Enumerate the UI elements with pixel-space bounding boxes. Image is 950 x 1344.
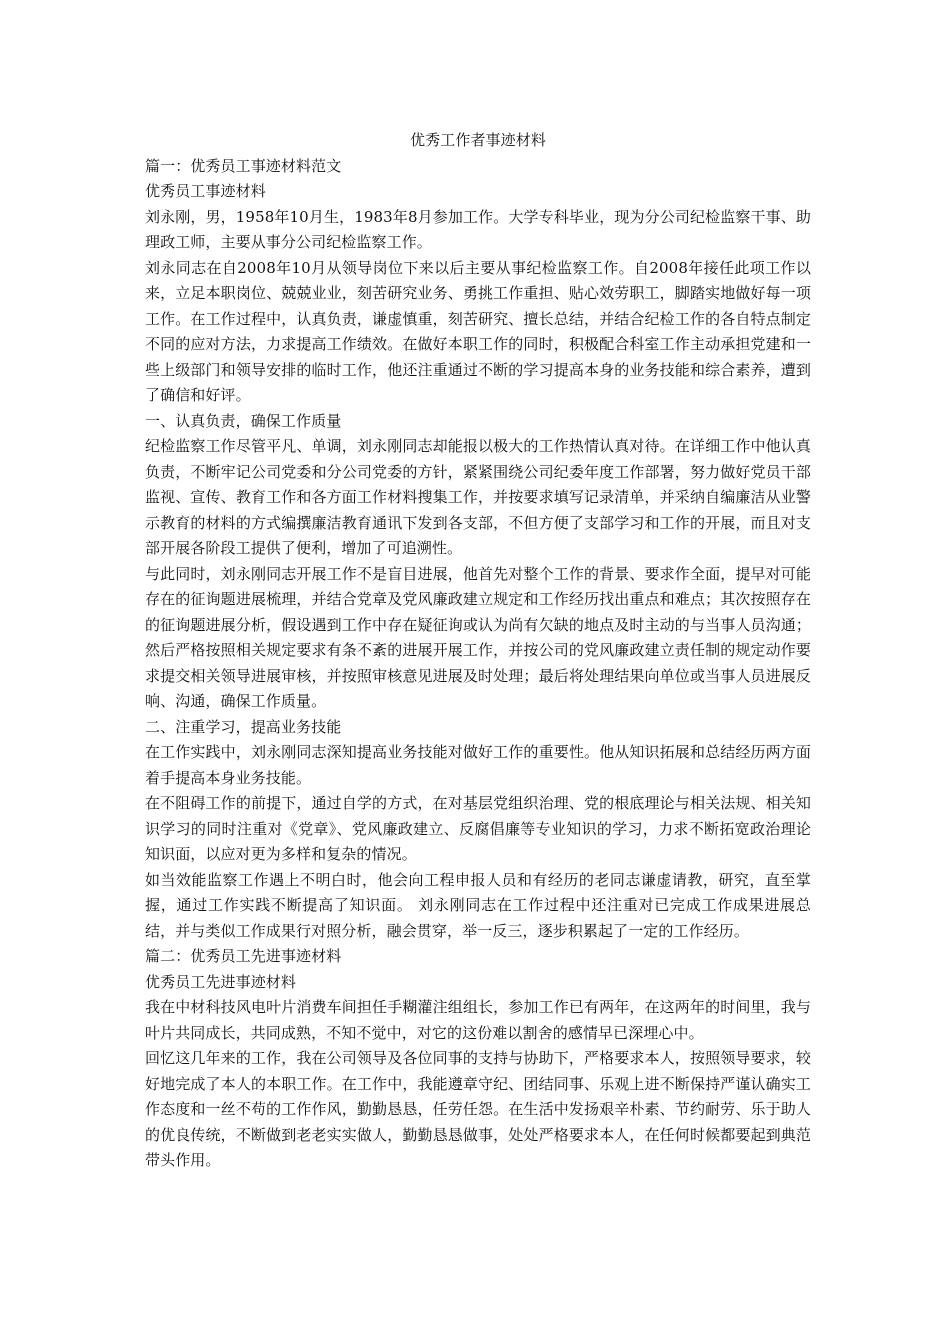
paragraph-14: 我在中材科技风电叶片消费车间担任手糊灌注组组长，参加工作已有两年，在这两年的时间里，我与叶片共同成长，共同成熟，不知不觉中，对它的这份难以割舍的感情早已深埋心中。 bbox=[145, 998, 811, 1042]
paragraph-3: 刘永刚，男，1958年10月生，1983年8月参加工作。大学专科毕业，现为分公司纪检监察干事、助理政工师，主要从事分公司纪检监察工作。 bbox=[145, 207, 811, 251]
document-title: 优秀工作者事迹材料 bbox=[410, 131, 546, 149]
part-heading-2: 篇二：优秀员工先进事迹材料 bbox=[145, 947, 342, 965]
paragraph-7: 与此同时，刘永刚同志开展工作不是盲目进展，他首先对整个工作的背景、要求作全面，提早对可能存在的征询题进展梳理，并结合党章及党风廉政建立规定和工作经历找出重点和难点；其次按照存在的征询题进展分析，假设遇到工作中存在疑征询或认为尚有欠缺的地点及时主动的与当事人员沟通；然后严格按照相关规定要求有条不紊的进展开展工作，并按公司的党风廉政建立责任制的规定动作要求提交相关领导进展审核，并按照审核意见进展及时处理；最后将处理结果向单位或当事人员进展反响、沟通，确保工作质量。 bbox=[145, 564, 811, 710]
paragraph-9: 在工作实践中，刘永刚同志深知提高业务技能对做好工作的重要性。他从知识拓展和总结经历两方面着手提高本身业务技能。 bbox=[145, 743, 811, 787]
paragraph-6: 纪检监察工作尽管平凡、单调，刘永刚同志却能报以极大的工作热情认真对待。在详细工作中他认真负责，不断牢记公司党委和分公司党委的方针，紧紧围绕公司纪委年度工作部署，努力做好党员干部监视、宣传、教育工作和各方面工作材料搜集工作，并按要求填写记录清单，并采纳自编廉洁从业警示教育的材料的方式编撰廉洁教育通讯下发到各支部，不但方便了支部学习和工作的开展，而且对支部开展各阶段工提供了便利，增加了可追溯性。 bbox=[145, 437, 811, 557]
paragraph-11: 如当效能监察工作遇上不明白时，他会向工程申报人员和有经历的老同志谦虚请教，研究，直至掌握，通过工作实践不断提高了知识面。 刘永刚同志在工作过程中还注重对已完成工作成果进展总结，并与类似工作成果行对照分析，融会贯穿，举一反三，逐步积累起了一定的工作经历。 bbox=[145, 870, 811, 940]
paragraph-13: 优秀员工先进事迹材料 bbox=[145, 972, 297, 991]
paragraph-2: 优秀员工事迹材料 bbox=[145, 182, 266, 200]
section-heading-2: 二、注重学习，提高业务技能 bbox=[145, 717, 342, 736]
section-heading-1: 一、认真负责，确保工作质量 bbox=[145, 411, 342, 430]
paragraph-10: 在不阻碍工作的前提下，通过自学的方式，在对基层党组织治理、党的根底理论与相关法规、相关知识学习的同时注重对《党章》、党风廉政建立、反腐倡廉等专业知识的学习，力求不断拓宽政治理论知识面，以应对更为多样和复杂的情况。 bbox=[145, 794, 811, 863]
paragraph-15: 回忆这几年来的工作，我在公司领导及各位同事的支持与协助下，严格要求本人，按照领导要求，较好地完成了本人的本职工作。在工作中，我能遵章守纪、团结同事、乐观上进不断保持严谨认确实工作态度和一丝不苟的工作作风，勤勤恳恳，任劳任怨。在生活中发扬艰辛朴素、节约耐劳、乐于助人的优良传统，不断做到老老实实做人，勤勤恳恳做事，处处严格要求本人，在任何时候都要起到典范带头作用。 bbox=[145, 1049, 811, 1169]
paragraph-1: 篇一：优秀员工事迹材料范文 bbox=[145, 156, 342, 175]
paragraph-4: 刘永同志在自2008年10月从领导岗位下来以后主要从事纪检监察工作。自2008年接任此项工作以来，立足本职岗位、兢兢业业，刻苦研究业务、勇挑工作重担、贴心效劳职工，脚踏实地做好每一项工作。在工作过程中，认真负责，谦虚慎重，刻苦研究、擅长总结，并结合纪检工作的各自特点制定不同的应对方法，力求提高工作绩效。在做好本职工作的同时，积极配合科室工作主动承担党建和一些上级部门和领导安排的临时工作，他还注重通过不断的学习提高本身的业务技能和综合素养，遭到了确信和好评。 bbox=[145, 258, 811, 404]
document-body bbox=[145, 128, 811, 1174]
